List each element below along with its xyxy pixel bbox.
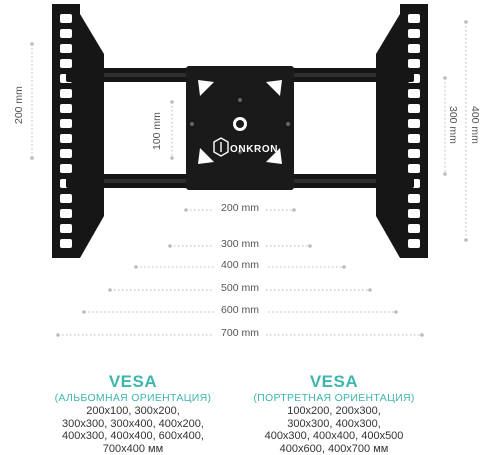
dim-endpoint — [292, 208, 296, 212]
rail-slot — [408, 209, 420, 218]
dim-label-horizontal: 200 mm — [221, 202, 259, 214]
rail-slot — [60, 104, 72, 113]
dim-label-400-right: 400 mm — [469, 106, 481, 144]
wall-mount-bracket — [52, 4, 428, 258]
rail-slot — [408, 119, 420, 128]
center-plate — [186, 66, 294, 190]
vesa-landscape-line: 700x400 мм — [18, 443, 248, 455]
rail-slot — [408, 14, 420, 23]
rail-slot — [408, 104, 420, 113]
vesa-portrait-line: 100x200, 200x300, — [219, 405, 449, 418]
vesa-portrait — [219, 372, 449, 455]
rail-slot — [408, 134, 420, 143]
rail-slot — [60, 119, 72, 128]
dim-label-300-right: 300 mm — [447, 106, 459, 144]
rail-slot — [60, 224, 72, 233]
dim-endpoint — [134, 265, 138, 269]
vesa-portrait-line: 300x300, 400x300, — [219, 418, 449, 431]
vesa-landscape-line: 400x300, 400x400, 600x400, — [18, 430, 248, 443]
dim-endpoint — [82, 310, 86, 314]
dim-endpoint — [56, 333, 60, 337]
rail-slot — [408, 239, 420, 248]
brand-name: ONKRON — [230, 144, 278, 155]
dim-label-horizontal: 400 mm — [221, 259, 259, 271]
vesa-landscape-line: 300x300, 300x400, 400x200, — [18, 418, 248, 431]
rail-slot — [60, 89, 72, 98]
rail-slot — [408, 89, 420, 98]
rail-slot — [408, 149, 420, 158]
rail-slot — [60, 239, 72, 248]
dim-endpoint — [368, 288, 372, 292]
dim-endpoint — [342, 265, 346, 269]
rail-slot — [60, 29, 72, 38]
vesa-landscape-line: 200x100, 300x200, — [18, 405, 248, 418]
dim-label-200-left: 200 mm — [13, 86, 25, 124]
vesa-landscape-subtitle: (АЛЬБОМНАЯ ОРИЕНТАЦИЯ) — [18, 392, 248, 405]
rail-slot — [408, 164, 420, 173]
rail-slot — [408, 224, 420, 233]
rail-slot — [60, 14, 72, 23]
left-rail — [52, 4, 104, 258]
rail-slot — [60, 149, 72, 158]
dim-endpoint — [308, 244, 312, 248]
dim-label-100-center: 100 mm — [151, 112, 163, 150]
vesa-portrait-subtitle: (ПОРТРЕТНАЯ ОРИЕНТАЦИЯ) — [219, 392, 449, 405]
vesa-portrait-title: VESA — [219, 372, 449, 392]
rail-slot — [408, 194, 420, 203]
rail-slot — [60, 134, 72, 143]
dim-endpoint — [420, 333, 424, 337]
rail-slot — [408, 44, 420, 53]
dim-endpoint — [108, 288, 112, 292]
rail-slot — [60, 209, 72, 218]
rail-slot — [408, 29, 420, 38]
dim-endpoint — [168, 244, 172, 248]
rail-slot — [60, 194, 72, 203]
vesa-portrait-line: 400x600, 400x700 мм — [219, 443, 449, 455]
rail-slot — [60, 44, 72, 53]
dim-label-horizontal: 300 mm — [221, 238, 259, 250]
dim-label-horizontal: 700 mm — [221, 327, 259, 339]
rail-slot — [60, 59, 72, 68]
right-rail — [376, 4, 428, 258]
dim-endpoint — [184, 208, 188, 212]
horizontal-dimensions — [56, 201, 424, 339]
rail-slot — [60, 164, 72, 173]
vesa-landscape — [18, 372, 248, 455]
vesa-portrait-line: 400x300, 400x400, 400x500 — [219, 430, 449, 443]
dim-label-horizontal: 500 mm — [221, 282, 259, 294]
dim-label-horizontal: 600 mm — [221, 304, 259, 316]
rail-slot — [408, 59, 420, 68]
dim-endpoint — [394, 310, 398, 314]
vesa-landscape-title: VESA — [18, 372, 248, 392]
